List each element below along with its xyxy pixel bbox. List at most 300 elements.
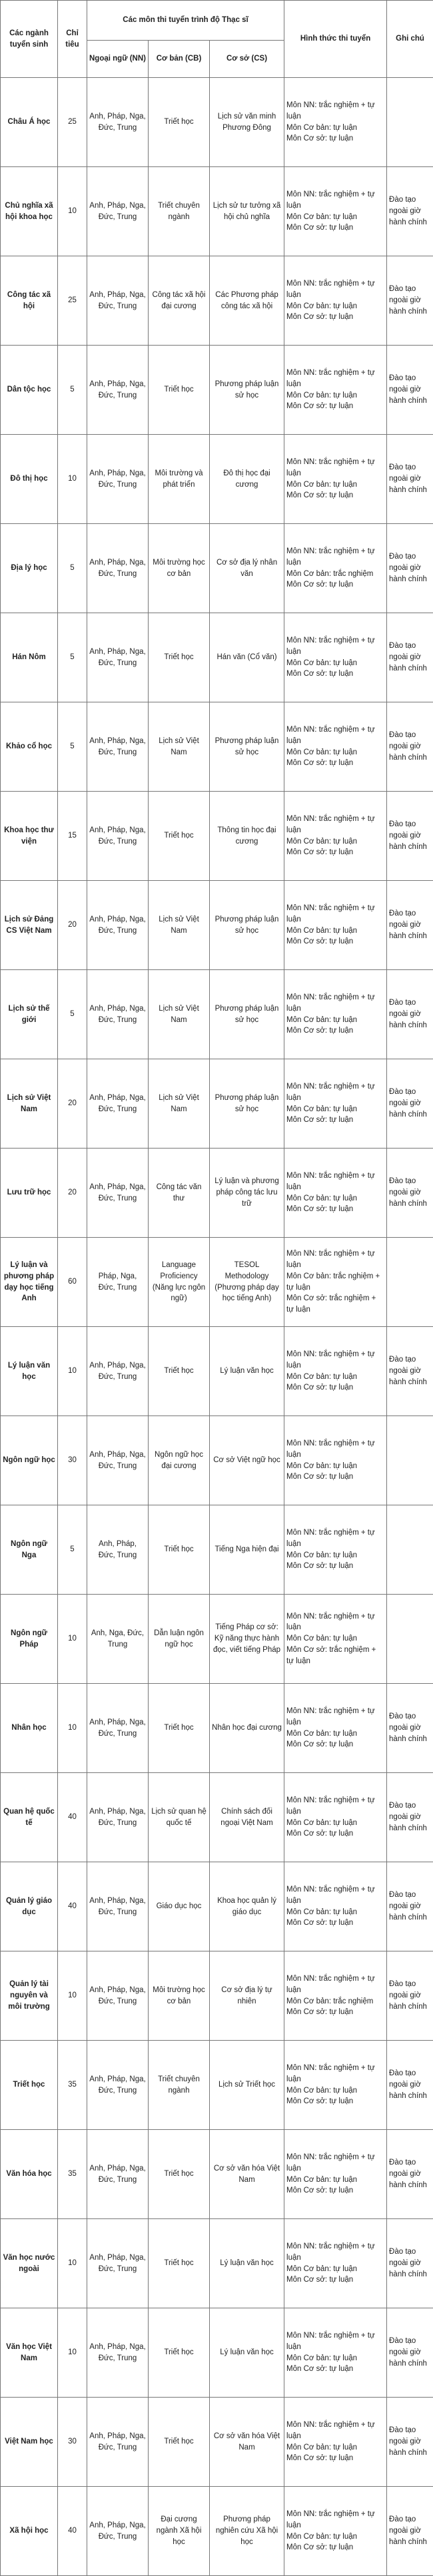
note-cell: Đào tạo ngoài giờ hành chính	[387, 1951, 433, 2041]
basic-subject-cell: Triết chuyên ngành	[149, 2041, 210, 2130]
basic-subject-cell: Đại cương ngành Xã hội học	[149, 2487, 210, 2576]
basic-subject-cell: Lịch sử Việt Nam	[149, 970, 210, 1059]
foreign-language-cell: Anh, Pháp, Nga, Đức, Trung	[87, 167, 149, 256]
note-cell	[387, 1595, 433, 1684]
note-cell	[387, 1238, 433, 1327]
exam-form-line: Môn NN: trắc nghiệm + tự luận	[286, 100, 384, 122]
quota-cell: 10	[58, 2308, 87, 2398]
exam-form-line: Môn NN: trắc nghiệm + tự luận	[286, 1349, 384, 1371]
exam-form-line: Môn Cơ bản: tự luận	[286, 479, 384, 491]
exam-form-cell	[284, 524, 387, 613]
base-subject-cell: Phương pháp luận sử học	[210, 702, 284, 792]
foreign-language-cell: Anh, Pháp, Nga, Đức, Trung	[87, 256, 149, 346]
quota-cell: 60	[58, 1238, 87, 1327]
header-basic-subject: Cơ bản (CB)	[149, 41, 210, 78]
exam-form-line: Môn Cơ sở: tự luận	[286, 847, 384, 858]
exam-form-cell	[284, 881, 387, 970]
basic-subject-cell: Triết học	[149, 613, 210, 702]
major-name-cell: Lý luận văn học	[1, 1327, 58, 1416]
exam-form-line: Môn Cơ bản: tự luận	[286, 1104, 384, 1115]
basic-subject-cell: Triết học	[149, 2398, 210, 2487]
foreign-language-cell: Anh, Pháp, Nga, Đức, Trung	[87, 435, 149, 524]
header-note: Ghi chú	[387, 1, 433, 78]
exam-form-line: Môn Cơ bản: tự luận	[286, 301, 384, 312]
exam-form-line: Môn Cơ sở: tự luận	[286, 2364, 384, 2375]
note-cell	[387, 1505, 433, 1595]
quota-cell: 10	[58, 1595, 87, 1684]
exam-form-cell	[284, 1595, 387, 1684]
exam-form-cell	[284, 346, 387, 435]
foreign-language-cell: Anh, Pháp, Nga, Đức, Trung	[87, 702, 149, 792]
exam-form-line: Môn Cơ bản: tự luận	[286, 2085, 384, 2097]
exam-form-line: Môn Cơ sở: tự luận	[286, 2096, 384, 2107]
exam-form-line: Môn Cơ sở: tự luận	[286, 1561, 384, 1572]
exam-form-line: Môn Cơ bản: tự luận	[286, 1818, 384, 1829]
base-subject-cell: Hán văn (Cổ văn)	[210, 613, 284, 702]
basic-subject-cell: Lịch sử Việt Nam	[149, 702, 210, 792]
base-subject-cell: Lý luận và phương pháp công tác lưu trữ	[210, 1149, 284, 1238]
quota-cell: 25	[58, 256, 87, 346]
base-subject-cell: Phương pháp luận sử học	[210, 346, 284, 435]
exam-form-line: Môn Cơ bản: tự luận	[286, 1015, 384, 1026]
foreign-language-cell: Anh, Pháp, Nga, Đức, Trung	[87, 1327, 149, 1416]
exam-form-cell	[284, 1505, 387, 1595]
exam-form-cell	[284, 613, 387, 702]
exam-form-line: Môn NN: trắc nghiệm + tự luận	[286, 1081, 384, 1103]
major-name-cell: Quản lý tài nguyên và môi trường	[1, 1951, 58, 2041]
foreign-language-cell: Anh, Pháp, Nga, Đức, Trung	[87, 78, 149, 167]
table-row	[1, 2041, 433, 2130]
exam-form-line: Môn Cơ bản: tự luận	[286, 1907, 384, 1918]
table-row	[1, 881, 433, 970]
major-name-cell: Đô thị học	[1, 435, 58, 524]
quota-cell: 10	[58, 1684, 87, 1773]
basic-subject-cell: Triết chuyên ngành	[149, 167, 210, 256]
table-row	[1, 2398, 433, 2487]
exam-form-cell	[284, 78, 387, 167]
note-cell: Đào tạo ngoài giờ hành chính	[387, 256, 433, 346]
header-subjects: Các môn thi tuyển trình độ Thạc sĩ	[87, 1, 284, 41]
exam-form-cell	[284, 1773, 387, 1862]
note-cell: Đào tạo ngoài giờ hành chính	[387, 702, 433, 792]
major-name-cell: Việt Nam học	[1, 2398, 58, 2487]
base-subject-cell: Thông tin học đại cương	[210, 792, 284, 881]
exam-form-cell	[284, 2487, 387, 2576]
base-subject-cell: Cơ sở địa lý tự nhiên	[210, 1951, 284, 2041]
exam-form-cell	[284, 1951, 387, 2041]
table-row	[1, 1149, 433, 1238]
major-name-cell: Chủ nghĩa xã hội khoa học	[1, 167, 58, 256]
base-subject-cell: Lịch sử văn minh Phương Đông	[210, 78, 284, 167]
exam-form-line: Môn NN: trắc nghiệm + tự luận	[286, 1248, 384, 1270]
major-name-cell: Triết học	[1, 2041, 58, 2130]
exam-form-cell	[284, 256, 387, 346]
exam-form-line: Môn Cơ bản: tự luận	[286, 658, 384, 669]
quota-cell: 20	[58, 1059, 87, 1149]
table-row	[1, 1684, 433, 1773]
exam-form-cell	[284, 1149, 387, 1238]
exam-form-line: Môn Cơ sở: tự luận	[286, 579, 384, 591]
base-subject-cell: Lý luận văn học	[210, 2219, 284, 2308]
header-quota: Chỉ tiêu	[58, 1, 87, 78]
foreign-language-cell: Anh, Pháp, Nga, Đức, Trung	[87, 1951, 149, 2041]
basic-subject-cell: Môi trường và phát triển	[149, 435, 210, 524]
table-row	[1, 1773, 433, 1862]
foreign-language-cell: Anh, Pháp, Nga, Đức, Trung	[87, 2041, 149, 2130]
note-cell: Đào tạo ngoài giờ hành chính	[387, 970, 433, 1059]
exam-form-line: Môn NN: trắc nghiệm + tự luận	[286, 1795, 384, 1817]
major-name-cell: Lưu trữ học	[1, 1149, 58, 1238]
exam-form-line: Môn NN: trắc nghiệm + tự luận	[286, 278, 384, 300]
basic-subject-cell: Triết học	[149, 2130, 210, 2219]
table-row	[1, 613, 433, 702]
major-name-cell: Văn học nước ngoài	[1, 2219, 58, 2308]
basic-subject-cell: Môi trường học cơ bản	[149, 1951, 210, 2041]
foreign-language-cell: Anh, Pháp, Nga, Đức, Trung	[87, 2219, 149, 2308]
major-name-cell: Khoa học thư viện	[1, 792, 58, 881]
major-name-cell: Dân tộc học	[1, 346, 58, 435]
basic-subject-cell: Triết học	[149, 1327, 210, 1416]
foreign-language-cell: Anh, Pháp, Đức, Trung	[87, 1505, 149, 1595]
base-subject-cell: Phương pháp luận sử học	[210, 881, 284, 970]
base-subject-cell: Tiếng Pháp cơ sở: Kỹ năng thực hành đọc, viết tiếng Pháp	[210, 1595, 284, 1684]
major-name-cell: Khảo cổ học	[1, 702, 58, 792]
exam-form-line: Môn Cơ bản: tự luận	[286, 123, 384, 134]
foreign-language-cell: Anh, Pháp, Nga, Đức, Trung	[87, 524, 149, 613]
table-row	[1, 1238, 433, 1327]
exam-form-line: Môn Cơ sở: tự luận	[286, 1115, 384, 1126]
exam-form-line: Môn NN: trắc nghiệm + tự luận	[286, 1611, 384, 1633]
exam-form-line: Môn NN: trắc nghiệm + tự luận	[286, 1884, 384, 1906]
exam-form-cell	[284, 1684, 387, 1773]
exam-form-line: Môn Cơ sở: tự luận	[286, 312, 384, 323]
note-cell: Đào tạo ngoài giờ hành chính	[387, 2219, 433, 2308]
basic-subject-cell: Triết học	[149, 2219, 210, 2308]
note-cell: Đào tạo ngoài giờ hành chính	[387, 792, 433, 881]
base-subject-cell: Phương pháp luận sử học	[210, 1059, 284, 1149]
quota-cell: 10	[58, 1951, 87, 2041]
table-body	[1, 78, 433, 2576]
foreign-language-cell: Anh, Pháp, Nga, Đức, Trung	[87, 792, 149, 881]
foreign-language-cell: Pháp, Nga, Đức, Trung	[87, 1238, 149, 1327]
exam-form-line: Môn NN: trắc nghiệm + tự luận	[286, 2420, 384, 2442]
basic-subject-cell: Giáo dục học	[149, 1862, 210, 1951]
quota-cell: 40	[58, 1773, 87, 1862]
exam-form-line: Môn Cơ bản: tự luận	[286, 2442, 384, 2453]
exam-form-line: Môn Cơ bản: trắc nghiệm + tự luận	[286, 1271, 384, 1293]
major-name-cell: Lịch sử Việt Nam	[1, 1059, 58, 1149]
base-subject-cell: Cơ sở địa lý nhân văn	[210, 524, 284, 613]
quota-cell: 10	[58, 435, 87, 524]
exam-form-line: Môn NN: trắc nghiệm + tự luận	[286, 1170, 384, 1192]
table-row	[1, 1059, 433, 1149]
quota-cell: 5	[58, 346, 87, 435]
major-name-cell: Địa lý học	[1, 524, 58, 613]
exam-form-line: Môn NN: trắc nghiệm + tự luận	[286, 1438, 384, 1460]
table-row	[1, 1327, 433, 1416]
note-cell: Đào tạo ngoài giờ hành chính	[387, 2130, 433, 2219]
major-name-cell: Quản lý giáo dục	[1, 1862, 58, 1951]
exam-form-line: Môn Cơ sở: tự luận	[286, 936, 384, 947]
basic-subject-cell: Dẫn luận ngôn ngữ học	[149, 1595, 210, 1684]
exam-form-line: Môn Cơ bản: tự luận	[286, 2264, 384, 2275]
base-subject-cell: Đô thị học đại cương	[210, 435, 284, 524]
base-subject-cell: Khoa học quản lý giáo dục	[210, 1862, 284, 1951]
note-cell: Đào tạo ngoài giờ hành chính	[387, 2041, 433, 2130]
exam-form-line: Môn NN: trắc nghiệm + tự luận	[286, 2063, 384, 2085]
exam-form-line: Môn NN: trắc nghiệm + tự luận	[286, 2241, 384, 2263]
note-cell: Đào tạo ngoài giờ hành chính	[387, 613, 433, 702]
exam-form-line: Môn Cơ sở: tự luận	[286, 1025, 384, 1037]
quota-cell: 5	[58, 1505, 87, 1595]
base-subject-cell: Cơ sở văn hóa Việt Nam	[210, 2398, 284, 2487]
basic-subject-cell: Lịch sử Việt Nam	[149, 1059, 210, 1149]
foreign-language-cell: Anh, Pháp, Nga, Đức, Trung	[87, 970, 149, 1059]
table-row	[1, 702, 433, 792]
base-subject-cell: Cơ sở Việt ngữ học	[210, 1416, 284, 1505]
major-name-cell: Quan hệ quốc tế	[1, 1773, 58, 1862]
note-cell: Đào tạo ngoài giờ hành chính	[387, 167, 433, 256]
table-row	[1, 1416, 433, 1505]
exam-form-cell	[284, 435, 387, 524]
note-cell: Đào tạo ngoài giờ hành chính	[387, 2308, 433, 2398]
exam-form-line: Môn Cơ sở: tự luận	[286, 758, 384, 769]
exam-form-cell	[284, 1862, 387, 1951]
exam-form-line: Môn Cơ bản: tự luận	[286, 747, 384, 758]
exam-form-line: Môn Cơ bản: tự luận	[286, 2531, 384, 2543]
table-header	[1, 1, 433, 78]
note-cell: Đào tạo ngoài giờ hành chính	[387, 346, 433, 435]
header-foreign-language: Ngoại ngữ (NN)	[87, 41, 149, 78]
table-row	[1, 2130, 433, 2219]
exam-form-line: Môn Cơ bản: tự luận	[286, 1550, 384, 1561]
quota-cell: 15	[58, 792, 87, 881]
table-row	[1, 346, 433, 435]
exam-form-cell	[284, 1416, 387, 1505]
quota-cell: 40	[58, 1862, 87, 1951]
exam-form-line: Môn Cơ bản: tự luận	[286, 212, 384, 223]
foreign-language-cell: Anh, Pháp, Nga, Đức, Trung	[87, 1059, 149, 1149]
major-name-cell: Lịch sử Đảng CS Việt Nam	[1, 881, 58, 970]
basic-subject-cell: Ngôn ngữ học đại cương	[149, 1416, 210, 1505]
header-major: Các ngành tuyển sinh	[1, 1, 58, 78]
table-row	[1, 1595, 433, 1684]
basic-subject-cell: Triết học	[149, 1505, 210, 1595]
note-cell: Đào tạo ngoài giờ hành chính	[387, 1327, 433, 1416]
foreign-language-cell: Anh, Pháp, Nga, Đức, Trung	[87, 2308, 149, 2398]
exam-form-line: Môn Cơ bản: tự luận	[286, 1461, 384, 1472]
note-cell: Đào tạo ngoài giờ hành chính	[387, 881, 433, 970]
note-cell: Đào tạo ngoài giờ hành chính	[387, 2487, 433, 2576]
basic-subject-cell: Triết học	[149, 346, 210, 435]
exam-form-line: Môn Cơ sở: tự luận	[286, 401, 384, 412]
note-cell	[387, 1416, 433, 1505]
exam-form-line: Môn NN: trắc nghiệm + tự luận	[286, 903, 384, 925]
exam-form-cell	[284, 792, 387, 881]
exam-form-line: Môn NN: trắc nghiệm + tự luận	[286, 992, 384, 1014]
quota-cell: 10	[58, 2219, 87, 2308]
major-name-cell: Nhân học	[1, 1684, 58, 1773]
basic-subject-cell: Triết học	[149, 2308, 210, 2398]
quota-cell: 40	[58, 2487, 87, 2576]
note-cell: Đào tạo ngoài giờ hành chính	[387, 1862, 433, 1951]
note-cell: Đào tạo ngoài giờ hành chính	[387, 524, 433, 613]
exam-form-line: Môn NN: trắc nghiệm + tự luận	[286, 1973, 384, 1995]
exam-form-line: Môn Cơ bản: trắc nghiệm	[286, 569, 384, 580]
exam-form-cell	[284, 702, 387, 792]
quota-cell: 10	[58, 1327, 87, 1416]
base-subject-cell: Nhân học đại cương	[210, 1684, 284, 1773]
basic-subject-cell: Triết học	[149, 792, 210, 881]
exam-form-line: Môn Cơ sở: tự luận	[286, 2185, 384, 2196]
exam-form-cell	[284, 1059, 387, 1149]
table-row	[1, 2308, 433, 2398]
exam-form-line: Môn Cơ bản: tự luận	[286, 1193, 384, 1204]
basic-subject-cell: Language Proficiency (Năng lực ngôn ngữ)	[149, 1238, 210, 1327]
basic-subject-cell: Lịch sử quan hệ quốc tế	[149, 1773, 210, 1862]
exam-form-cell	[284, 2398, 387, 2487]
table-row	[1, 256, 433, 346]
exam-form-line: Môn NN: trắc nghiệm + tự luận	[286, 1706, 384, 1728]
foreign-language-cell: Anh, Pháp, Nga, Đức, Trung	[87, 1684, 149, 1773]
foreign-language-cell: Anh, Pháp, Nga, Đức, Trung	[87, 2398, 149, 2487]
quota-cell: 5	[58, 970, 87, 1059]
exam-form-line: Môn Cơ bản: tự luận	[286, 925, 384, 937]
exam-form-cell	[284, 2130, 387, 2219]
quota-cell: 25	[58, 78, 87, 167]
foreign-language-cell: Anh, Pháp, Nga, Đức, Trung	[87, 1862, 149, 1951]
exam-form-line: Môn NN: trắc nghiệm + tự luận	[286, 2152, 384, 2174]
exam-form-line: Môn Cơ sở: tự luận	[286, 1828, 384, 1840]
base-subject-cell: Lịch sử Triết học	[210, 2041, 284, 2130]
note-cell: Đào tạo ngoài giờ hành chính	[387, 1149, 433, 1238]
exam-form-line: Môn NN: trắc nghiệm + tự luận	[286, 368, 384, 389]
quota-cell: 30	[58, 1416, 87, 1505]
major-name-cell: Lý luận và phương pháp dạy học tiếng Anh	[1, 1238, 58, 1327]
table-row	[1, 1951, 433, 2041]
exam-form-line: Môn Cơ sở: tự luận	[286, 668, 384, 680]
major-name-cell: Châu Á học	[1, 78, 58, 167]
quota-cell: 20	[58, 881, 87, 970]
exam-form-line: Môn Cơ sở: tự luận	[286, 222, 384, 234]
base-subject-cell: Lý luận văn học	[210, 1327, 284, 1416]
exam-form-cell	[284, 2308, 387, 2398]
quota-cell: 35	[58, 2041, 87, 2130]
exam-form-cell	[284, 167, 387, 256]
exam-form-line: Môn NN: trắc nghiệm + tự luận	[286, 546, 384, 568]
exam-form-line: Môn Cơ sở: tự luận	[286, 2274, 384, 2286]
base-subject-cell: TESOL Methodology (Phương pháp dạy học tiếng Anh)	[210, 1238, 284, 1327]
base-subject-cell: Phương pháp nghiên cứu Xã hội học	[210, 2487, 284, 2576]
exam-form-line: Môn Cơ bản: tự luận	[286, 2353, 384, 2364]
major-name-cell: Hán Nôm	[1, 613, 58, 702]
major-name-cell: Văn hóa học	[1, 2130, 58, 2219]
exam-form-line: Môn Cơ bản: tự luận	[286, 1728, 384, 1740]
exam-form-line: Môn NN: trắc nghiệm + tự luận	[286, 2330, 384, 2352]
exam-form-cell	[284, 1327, 387, 1416]
foreign-language-cell: Anh, Nga, Đức, Trung	[87, 1595, 149, 1684]
base-subject-cell: Lịch sử tư tưởng xã hội chủ nghĩa	[210, 167, 284, 256]
basic-subject-cell: Triết học	[149, 1684, 210, 1773]
exam-form-line: Môn NN: trắc nghiệm + tự luận	[286, 457, 384, 479]
foreign-language-cell: Anh, Pháp, Nga, Đức, Trung	[87, 881, 149, 970]
exam-form-line: Môn Cơ sở: tự luận	[286, 1382, 384, 1394]
foreign-language-cell: Anh, Pháp, Nga, Đức, Trung	[87, 1149, 149, 1238]
quota-cell: 10	[58, 167, 87, 256]
quota-cell: 20	[58, 1149, 87, 1238]
foreign-language-cell: Anh, Pháp, Nga, Đức, Trung	[87, 613, 149, 702]
table-row	[1, 524, 433, 613]
major-name-cell: Văn học Việt Nam	[1, 2308, 58, 2398]
exam-form-cell	[284, 2219, 387, 2308]
exam-form-line: Môn Cơ sở: trắc nghiệm + tự luận	[286, 1293, 384, 1315]
note-cell: Đào tạo ngoài giờ hành chính	[387, 1059, 433, 1149]
quota-cell: 30	[58, 2398, 87, 2487]
basic-subject-cell: Triết học	[149, 78, 210, 167]
exam-form-line: Môn Cơ sở: tự luận	[286, 2453, 384, 2464]
exam-form-line: Môn Cơ bản: tự luận	[286, 390, 384, 401]
note-cell: Đào tạo ngoài giờ hành chính	[387, 1773, 433, 1862]
exam-form-line: Môn Cơ bản: tự luận	[286, 2175, 384, 2186]
basic-subject-cell: Công tác văn thư	[149, 1149, 210, 1238]
basic-subject-cell: Lịch sử Việt Nam	[149, 881, 210, 970]
exam-form-line: Môn Cơ sở: tự luận	[286, 1918, 384, 1929]
exam-form-line: Môn Cơ bản: trắc nghiệm	[286, 1996, 384, 2007]
table-row	[1, 792, 433, 881]
major-name-cell: Ngôn ngữ Pháp	[1, 1595, 58, 1684]
base-subject-cell: Phương pháp luận sử học	[210, 970, 284, 1059]
table-row	[1, 167, 433, 256]
note-cell: Đào tạo ngoài giờ hành chính	[387, 435, 433, 524]
table-row	[1, 2219, 433, 2308]
exam-form-line: Môn Cơ bản: tự luận	[286, 836, 384, 848]
table-row	[1, 1505, 433, 1595]
table-row	[1, 78, 433, 167]
major-name-cell: Lịch sử thế giới	[1, 970, 58, 1059]
foreign-language-cell: Anh, Pháp, Nga, Đức, Trung	[87, 2487, 149, 2576]
exam-form-line: Môn Cơ sở: tự luận	[286, 2542, 384, 2553]
exam-form-cell	[284, 970, 387, 1059]
major-name-cell: Ngôn ngữ Nga	[1, 1505, 58, 1595]
major-name-cell: Xã hội học	[1, 2487, 58, 2576]
base-subject-cell: Các Phương pháp công tác xã hội	[210, 256, 284, 346]
exam-form-line: Môn Cơ sở: trắc nghiệm + tự luận	[286, 1645, 384, 1667]
base-subject-cell: Chính sách đối ngoại Việt Nam	[210, 1773, 284, 1862]
exam-form-line: Môn Cơ bản: tự luận	[286, 1633, 384, 1645]
exam-form-line: Môn NN: trắc nghiệm + tự luận	[286, 814, 384, 836]
foreign-language-cell: Anh, Pháp, Nga, Đức, Trung	[87, 2130, 149, 2219]
exam-form-line: Môn NN: trắc nghiệm + tự luận	[286, 189, 384, 211]
exam-form-line: Môn Cơ sở: tự luận	[286, 1739, 384, 1750]
table-row	[1, 1862, 433, 1951]
note-cell: Đào tạo ngoài giờ hành chính	[387, 1684, 433, 1773]
note-cell	[387, 78, 433, 167]
exam-form-line: Môn Cơ sở: tự luận	[286, 490, 384, 501]
exam-form-line: Môn Cơ sở: tự luận	[286, 1204, 384, 1215]
table-row	[1, 970, 433, 1059]
foreign-language-cell: Anh, Pháp, Nga, Đức, Trung	[87, 1416, 149, 1505]
header-base-subject: Cơ sở (CS)	[210, 41, 284, 78]
quota-cell: 5	[58, 702, 87, 792]
foreign-language-cell: Anh, Pháp, Nga, Đức, Trung	[87, 346, 149, 435]
base-subject-cell: Cơ sở văn hóa Việt Nam	[210, 2130, 284, 2219]
exam-form-line: Môn NN: trắc nghiệm + tự luận	[286, 2509, 384, 2531]
exam-form-cell	[284, 1238, 387, 1327]
exam-form-line: Môn Cơ sở: tự luận	[286, 133, 384, 144]
header-exam-form: Hình thức thi tuyển	[284, 1, 387, 78]
exam-form-line: Môn Cơ bản: tự luận	[286, 1372, 384, 1383]
major-name-cell: Công tác xã hội	[1, 256, 58, 346]
